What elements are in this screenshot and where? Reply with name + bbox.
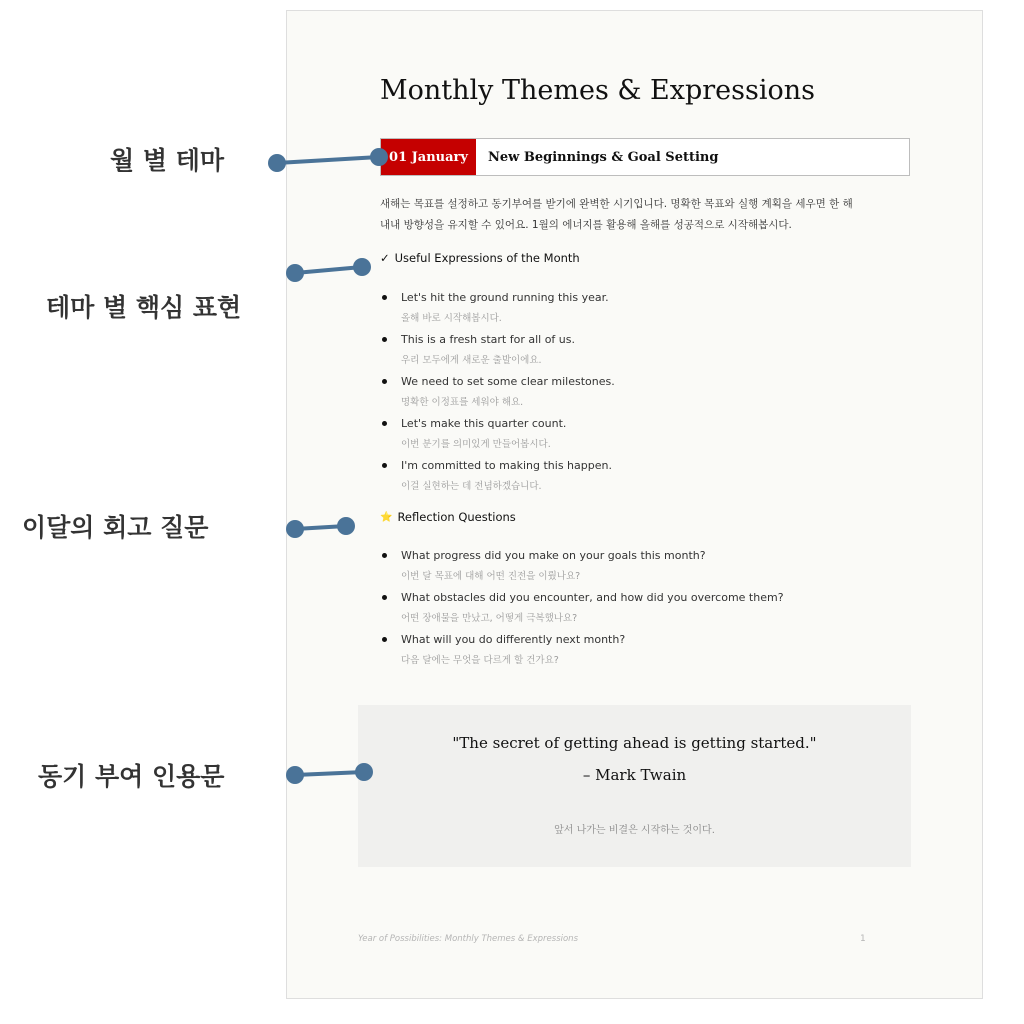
question-en: What progress did you make on your goals this month? (401, 549, 706, 562)
footer-text: Year of Possibilities: Monthly Themes & Expressions (358, 934, 578, 944)
expression-ko: 이걸 실현하는 데 전념하겠습니다. (401, 481, 542, 492)
connector-dot (355, 763, 373, 781)
connector-dot (370, 148, 388, 166)
question-ko: 다음 달에는 무엇을 다르게 할 건가요? (401, 655, 559, 666)
month-theme: New Beginnings & Goal Setting (488, 149, 719, 165)
connector-dot (286, 520, 304, 538)
connector-dot (286, 264, 304, 282)
callout-reflection: 이달의 회고 질문 (22, 513, 209, 542)
expression-ko: 이번 분기를 의미있게 만들어봅시다. (401, 439, 551, 450)
question-ko: 이번 달 목표에 대해 어떤 진전을 이뤘나요? (401, 571, 581, 582)
question-en: What obstacles did you encounter, and how did you overcome them? (401, 591, 784, 604)
page-title: Monthly Themes & Expressions (380, 75, 815, 106)
intro-line: 새해는 목표를 설정하고 동기부여를 받기에 완벽한 시기입니다. 명확한 목표와 실행 계획을 세우면 한 해 (380, 198, 853, 210)
connector-motivational-quote (286, 763, 373, 784)
expression-en: This is a fresh start for all of us. (401, 333, 576, 346)
page-number: 1 (860, 934, 866, 944)
expression-en: We need to set some clear milestones. (401, 375, 615, 388)
connector-reflection (286, 517, 355, 538)
reflection-heading-label: Reflection Questions (397, 510, 516, 524)
expression-ko: 올해 바로 시작해봅시다. (401, 313, 502, 324)
connector-dot (353, 258, 371, 276)
question-ko: 어떤 장애물을 만났고, 어떻게 극복했나요? (401, 613, 578, 624)
quote-translation: 앞서 나가는 비결은 시작하는 것이다. (554, 825, 715, 836)
connector-dot (268, 154, 286, 172)
callout-motivational-quote: 동기 부여 인용문 (38, 762, 225, 791)
quote-author: – Mark Twain (582, 766, 687, 784)
question-en: What will you do differently next month? (401, 633, 626, 646)
callout-key-expressions: 테마 별 핵심 표현 (46, 293, 242, 322)
checkmark-icon: ✓ (380, 251, 390, 265)
expression-en: I'm committed to making this happen. (401, 459, 612, 472)
month-label: 01 January (381, 139, 476, 175)
intro-line: 내내 방향성을 유지할 수 있어요. 1월의 에너지를 활용해 올해를 성공적으로 시작해봅시다. (380, 219, 792, 231)
connector-dot (337, 517, 355, 535)
expression-ko: 명확한 이정표를 세워야 해요. (401, 397, 524, 408)
expression-ko: 우리 모두에게 새로운 출발이에요. (401, 355, 542, 366)
star-icon: ⭐ (380, 511, 393, 523)
connector-key-expressions (286, 258, 371, 282)
callout-monthly-theme: 월 별 테마 (110, 146, 225, 175)
quote-text: "The secret of getting ahead is getting started." (452, 734, 817, 752)
expression-en: Let's make this quarter count. (401, 417, 567, 430)
connector-dot (286, 766, 304, 784)
connector-monthly-theme (268, 148, 388, 172)
expression-en: Let's hit the ground running this year. (401, 291, 609, 304)
expressions-heading-label: Useful Expressions of the Month (394, 251, 580, 265)
